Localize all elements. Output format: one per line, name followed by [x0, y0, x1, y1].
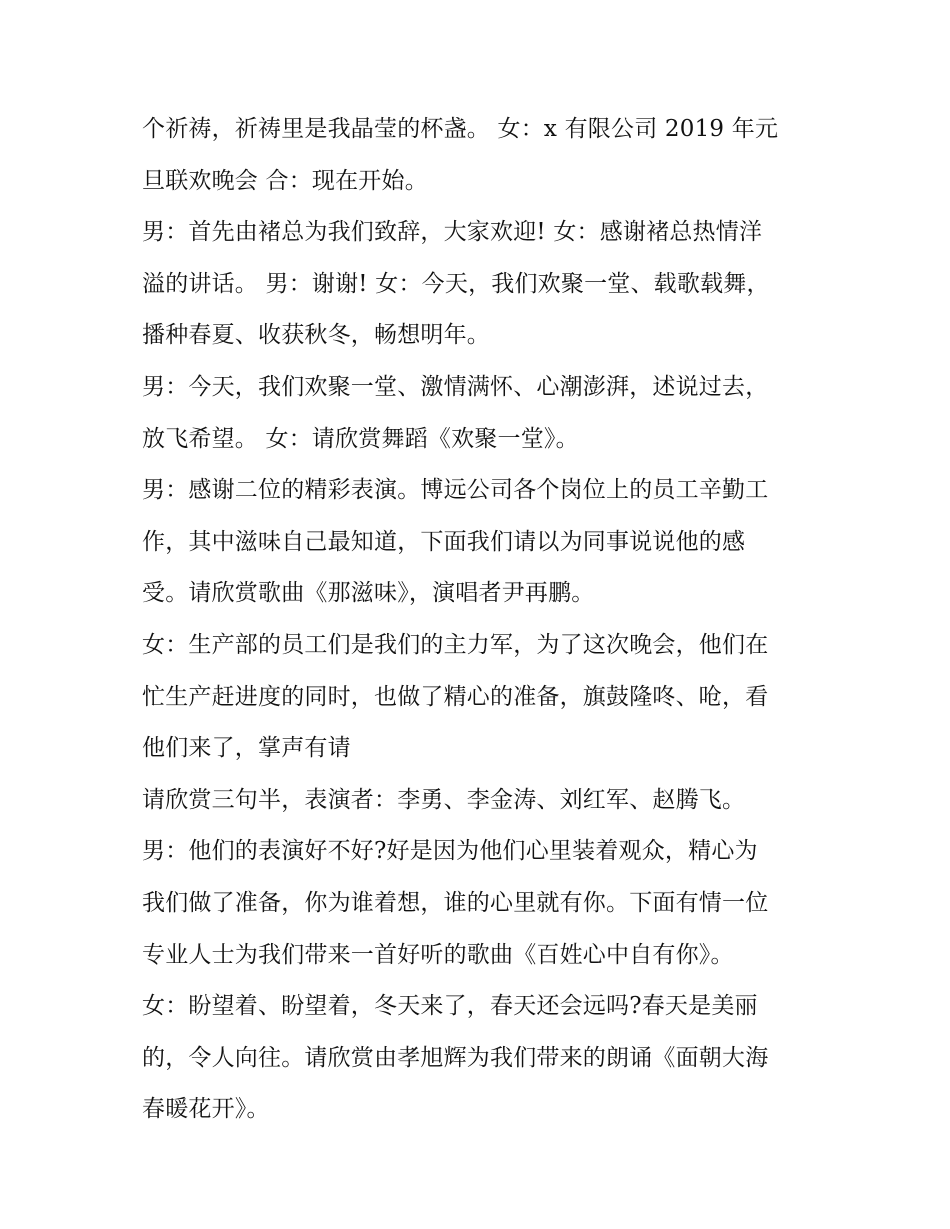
text-line: 我们做了准备，你为谁着想，谁的心里就有你。下面有情一位 [142, 889, 769, 916]
text-line: 男：他们的表演好不好?好是因为他们心里装着观众，精心为 [142, 838, 758, 865]
text-line: 播种春夏、收获秋冬，畅想明年。 [142, 322, 490, 349]
text-line: 春暖花开》。 [142, 1096, 270, 1123]
text-line: 女：盼望着、盼望着，冬天来了，春天还会远吗?春天是美丽 [142, 993, 758, 1020]
document-body [142, 104, 814, 1136]
text-line: 旦联欢晚会 合：现在开始。 [142, 167, 428, 194]
text-line: 个祈祷，祈祷里是我晶莹的杯盏。 女：x 有限公司 2019 年元 [142, 116, 779, 142]
text-line: 女：生产部的员工们是我们的主力军，为了这次晚会，他们在 [142, 631, 769, 658]
text-line: 他们来了，掌声有请 [142, 735, 351, 762]
text-line: 男：感谢二位的精彩表演。博远公司各个岗位上的员工辛勤工 [142, 477, 769, 504]
text-line: 的，令人向往。请欣赏由孝旭辉为我们带来的朗诵《面朝大海 [142, 1044, 769, 1071]
text-line: 男：今天，我们欢聚一堂、激情满怀、心潮澎湃，述说过去， [142, 373, 769, 400]
text-line: 专业人士为我们带来一首好听的歌曲《百姓心中自有你》。 [142, 941, 734, 968]
text-line: 受。请欣赏歌曲《那滋味》，演唱者尹再鹏。 [142, 580, 595, 607]
text-line: 忙生产赶进度的同时，也做了精心的准备，旗鼓隆咚、呛，看 [142, 683, 769, 710]
text-line: 男：首先由褚总为我们致辞，大家欢迎! 女：感谢褚总热情洋 [142, 219, 763, 246]
text-line: 放飞希望。 女：请欣赏舞蹈《欢聚一堂》。 [142, 425, 579, 452]
text-line: 请欣赏三句半，表演者：李勇、李金涛、刘红军、赵腾飞。 [142, 786, 746, 813]
text-line: 作，其中滋味自己最知道，下面我们请以为同事说说他的感 [142, 528, 746, 555]
text-line: 溢的讲话。 男：谢谢! 女：今天，我们欢聚一堂、载歌载舞， [142, 270, 770, 297]
